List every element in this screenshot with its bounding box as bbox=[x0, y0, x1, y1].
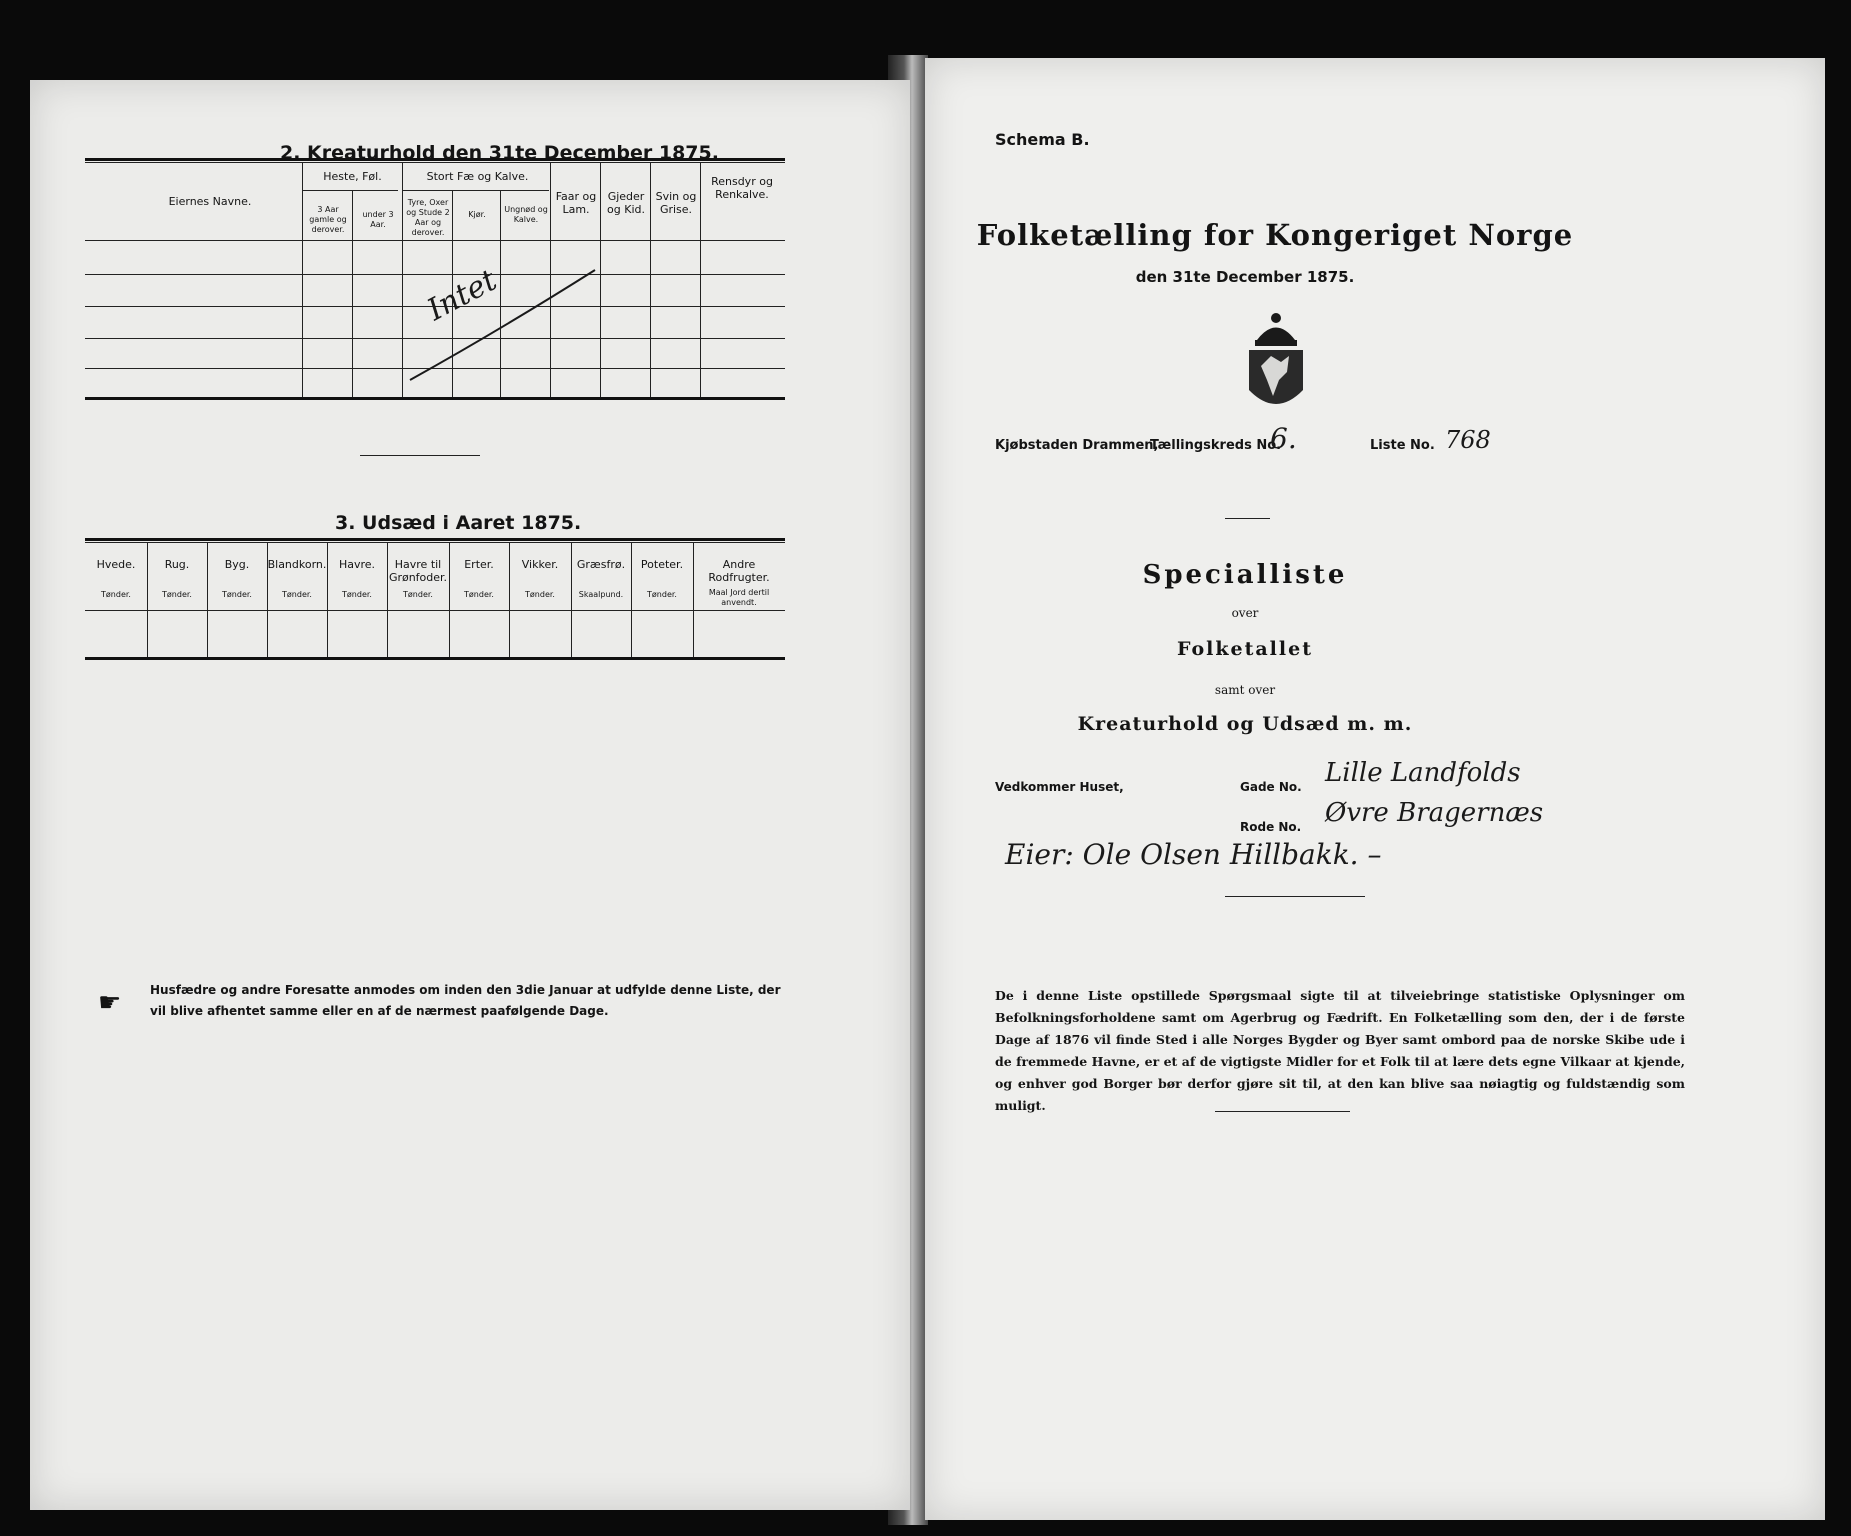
seed-header-crop: Havre. bbox=[338, 558, 376, 571]
seed-header-crop: Blandkorn. bbox=[267, 558, 327, 571]
intro-paragraph: De i denne Liste opstillede Spørgsmaal sigte til at tilveiebringe statistiske Oplysninger om Befolkningsforholdene samt om Agerbrug og Fædrift. En Folketælling som den, der i de første Dage af 1876 vil finde Sted i alle Norges Bygder og Byer samt ombord paa de norske Skibe ude i de fremmede Havne, er et af de vigtigste Midler for et Folk til at lære dets egne Vilkaar at kjende, og enhver god Borger bør derfor gjøre sit til, at den kan blive saa nøiagtig og fuldstændig som muligt. bbox=[995, 988, 1685, 1113]
seed-header-unit: Tønder. bbox=[162, 590, 192, 599]
header-horses-young: under 3 Aar. bbox=[362, 210, 394, 229]
town-label: Kjøbstaden Drammen, bbox=[995, 438, 1159, 453]
header-cattle: Stort Fæ og Kalve. bbox=[426, 170, 529, 183]
divider bbox=[1225, 518, 1270, 519]
seed-header-unit: Tønder. bbox=[464, 590, 494, 599]
seed-header-crop: Poteter. bbox=[640, 558, 684, 571]
header-cattle-young: Ungnød og Kalve. bbox=[504, 205, 548, 224]
seed-header-unit: Tønder. bbox=[342, 590, 372, 599]
divider bbox=[1215, 1111, 1350, 1112]
header-goats: Gjeder og Kid. bbox=[607, 190, 645, 216]
seed-header-unit: Tønder. bbox=[282, 590, 312, 599]
seed-header-crop: Rug. bbox=[164, 558, 190, 571]
header-horses: Heste, Føl. bbox=[323, 170, 382, 183]
over-label: over bbox=[1231, 606, 1259, 620]
divider bbox=[1225, 896, 1365, 897]
coat-of-arms-icon bbox=[1237, 310, 1315, 420]
folketallet-title: Folketallet bbox=[1177, 638, 1313, 660]
seed-header-unit: Skaalpund. bbox=[578, 590, 624, 599]
district-label: Tællingskreds No. bbox=[1150, 438, 1282, 453]
district2-label: Rode No. bbox=[1240, 820, 1302, 834]
handwritten-nil: Intet bbox=[421, 262, 503, 328]
seed-header-unit: Tønder. bbox=[222, 590, 252, 599]
seed-header-crop: Vikker. bbox=[521, 558, 559, 571]
list-value: 768 bbox=[1445, 426, 1491, 454]
seed-header-crop: Hvede. bbox=[96, 558, 136, 571]
street-label: Gade No. bbox=[1240, 780, 1302, 794]
district-value: 6. bbox=[1270, 422, 1297, 455]
section2-title: 2. Kreaturhold den 31te December 1875. bbox=[280, 142, 719, 164]
district2-value: Øvre Bragernæs bbox=[1325, 798, 1544, 828]
specialliste-title: Specialliste bbox=[1142, 560, 1348, 590]
header-pigs: Svin og Grise. bbox=[655, 190, 697, 216]
seed-header-unit: Tønder. bbox=[525, 590, 555, 599]
schema-label: Schema B. bbox=[995, 130, 1090, 149]
seed-header-crop: Andre Rodfrugter. bbox=[708, 558, 770, 584]
kreaturhold-title: Kreaturhold og Udsæd m. m. bbox=[1077, 713, 1413, 735]
samt-over-label: samt over bbox=[1214, 683, 1276, 697]
list-label: Liste No. bbox=[1370, 438, 1435, 453]
owner-value: Eier: Ole Olsen Hillbakk. – bbox=[1005, 838, 1382, 871]
right-page bbox=[925, 58, 1825, 1520]
header-sheep: Faar og Lam. bbox=[555, 190, 597, 216]
seed-header-crop: Erter. bbox=[464, 558, 494, 571]
pointing-hand-icon: ☛ bbox=[98, 988, 122, 1018]
census-date: den 31te December 1875. bbox=[1135, 268, 1355, 286]
left-page bbox=[30, 80, 910, 1510]
notice-text: Husfædre og andre Foresatte anmodes om inden den 3die Januar at udfylde denne Liste, der vil blive afhentet samme eller en af de nærmest paafølgende Dage. bbox=[150, 983, 781, 1018]
header-cattle-cows: Kjør. bbox=[468, 210, 486, 219]
seed-header-unit: Maal Jord dertil anvendt. bbox=[708, 588, 770, 607]
seed-header-crop: Græsfrø. bbox=[576, 558, 626, 571]
main-title: Folketælling for Kongeriget Norge bbox=[976, 218, 1574, 252]
section3-title: 3. Udsæd i Aaret 1875. bbox=[335, 512, 582, 534]
header-cattle-bulls: Tyre, Oxer og Stude 2 Aar og derover. bbox=[406, 198, 450, 237]
seed-header-unit: Tønder. bbox=[101, 590, 131, 599]
street-value: Lille Landfolds bbox=[1325, 758, 1521, 788]
header-owner: Eiernes Navne. bbox=[168, 195, 252, 208]
header-horses-old: 3 Aar gamle og derover. bbox=[309, 205, 347, 234]
seed-header-crop: Havre til Grønfoder. bbox=[388, 558, 448, 584]
header-reindeer: Rensdyr og Renkalve. bbox=[711, 175, 773, 201]
strike-line bbox=[390, 260, 610, 390]
seed-header-unit: Tønder. bbox=[403, 590, 433, 599]
seed-header-crop: Byg. bbox=[224, 558, 250, 571]
divider bbox=[360, 455, 480, 456]
seed-header-unit: Tønder. bbox=[647, 590, 677, 599]
house-label: Vedkommer Huset, bbox=[995, 780, 1124, 794]
